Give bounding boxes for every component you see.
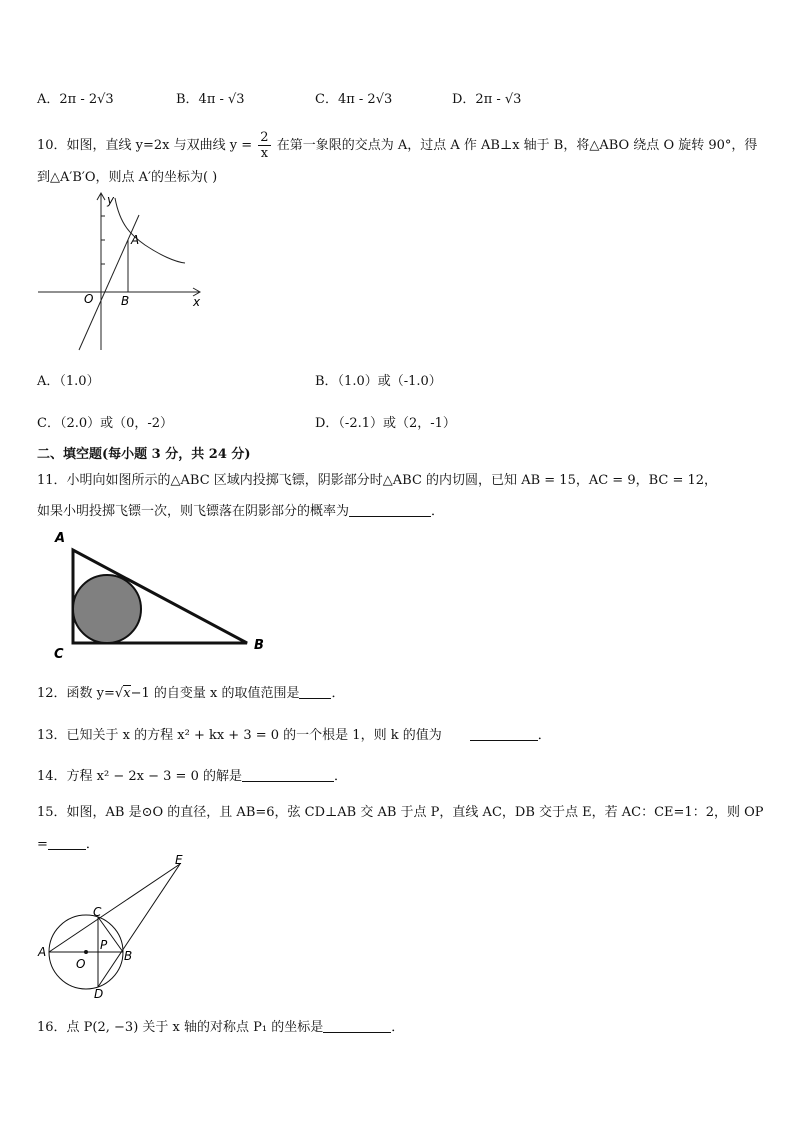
q10-option-c: C．（2.0）或（0，-2） [37, 416, 174, 431]
q11-text: 如果小明投掷飞镖一次，则飞镖落在阴影部分的概率为 [37, 504, 350, 519]
q10-text-b: 在第一象限的交点为 A，过点 A 作 AB⊥x 轴于 B，将△ABO 绕点 O 旋转 90°，得 [276, 138, 758, 153]
q10-option-b: B．（1.0）或（-1.0） [315, 374, 442, 389]
q12-line [37, 682, 344, 701]
q15-answer-blank [48, 837, 86, 850]
q13-line [37, 724, 551, 743]
q10-frac-num: 2 [260, 130, 269, 145]
q13-end: ． [537, 728, 551, 743]
q15-circle-figure [36, 852, 196, 1002]
q11-line2 [37, 500, 444, 519]
q12-end: ． [331, 686, 345, 701]
section-heading: 二、填空题(每小题 3 分，共 24 分) [37, 447, 251, 462]
q11-triangle-figure [50, 528, 280, 658]
q15-line2 [37, 833, 99, 852]
q10-line1 [37, 130, 757, 161]
q14-pre: 14．方程 x² − 2x − 3 = 0 的解是 [37, 769, 242, 784]
q10-text-a: 10．如图，直线 y=2x 与双曲线 y = [37, 138, 253, 153]
q10-frac-den: x [260, 146, 269, 161]
q10-label-x: x [193, 295, 201, 309]
q11-label-a: A [55, 531, 66, 546]
q9-option-c: C．4π - 2√3 [315, 92, 393, 107]
q13-answer-blank [470, 728, 538, 741]
q15-eq: = [37, 837, 48, 852]
q15-center-dot [84, 950, 88, 954]
q10-label-y: y [107, 193, 115, 207]
q15-label-c: C [93, 905, 102, 919]
q11-label-c: C [54, 647, 64, 658]
q14-end: ． [333, 769, 347, 784]
q11-answer-blank [349, 504, 431, 517]
q10-graph [35, 190, 225, 355]
q15-line1: 15．如图，AB 是⊙O 的直径，且 AB=6，弦 CD⊥AB 交 AB 于点 P，直线 AC，DB 交于点 E，若 AC：CE=1：2，则 OP [37, 805, 764, 820]
q15-end: ． [85, 837, 99, 852]
q14-line [37, 765, 347, 784]
q10-option-d: D．（-2.1）或（2，-1） [315, 416, 456, 431]
q11-incircle [73, 575, 141, 643]
q16-pre: 16．点 P(2, −3) 关于 x 轴的对称点 P₁ 的坐标是 [37, 1020, 324, 1035]
q10-label-a: A [131, 233, 140, 247]
q13-pre: 13．已知关于 x 的方程 x² + kx + 3 = 0 的一个根是 1，则 k 的值为 [37, 728, 442, 743]
q10-line2: 到△A′B′O，则点 A′的坐标为( ) [37, 170, 218, 185]
q15-label-p: P [100, 938, 108, 952]
q10-label-o: O [84, 292, 94, 306]
q14-answer-blank [242, 769, 334, 782]
q15-label-e: E [175, 853, 183, 867]
q15-label-a: A [38, 945, 47, 959]
q16-end: ． [391, 1020, 405, 1035]
q12-pre: 12．函数 y= [37, 686, 115, 701]
q11-line1: 11．小明向如图所示的△ABC 区域内投掷飞镖，阴影部分时△ABC 的内切圆，已知 AB = 15，AC = 9，BC = 12， [37, 473, 718, 488]
q10-option-a: A．（1.0） [37, 374, 100, 389]
q10-label-b: B [121, 294, 130, 308]
q11-end: ． [431, 504, 445, 519]
q9-option-d: D．2π - √3 [452, 92, 522, 107]
q12-sqrt: √x [114, 686, 131, 701]
q12-sqrt-arg: x [123, 686, 131, 701]
q16-answer-blank [323, 1020, 391, 1033]
q9-option-a: A．2π - 2√3 [37, 92, 114, 107]
q10-fraction [258, 130, 270, 161]
q12-post: −1 的自变量 x 的取值范围是 [130, 686, 300, 701]
q15-label-o: O [76, 957, 86, 971]
q16-line [37, 1016, 404, 1035]
q9-option-b: B．4π - √3 [176, 92, 245, 107]
q11-label-b: B [254, 638, 264, 653]
q15-label-b: B [124, 949, 133, 963]
q12-answer-blank [299, 686, 331, 699]
q15-label-d: D [94, 987, 104, 1001]
